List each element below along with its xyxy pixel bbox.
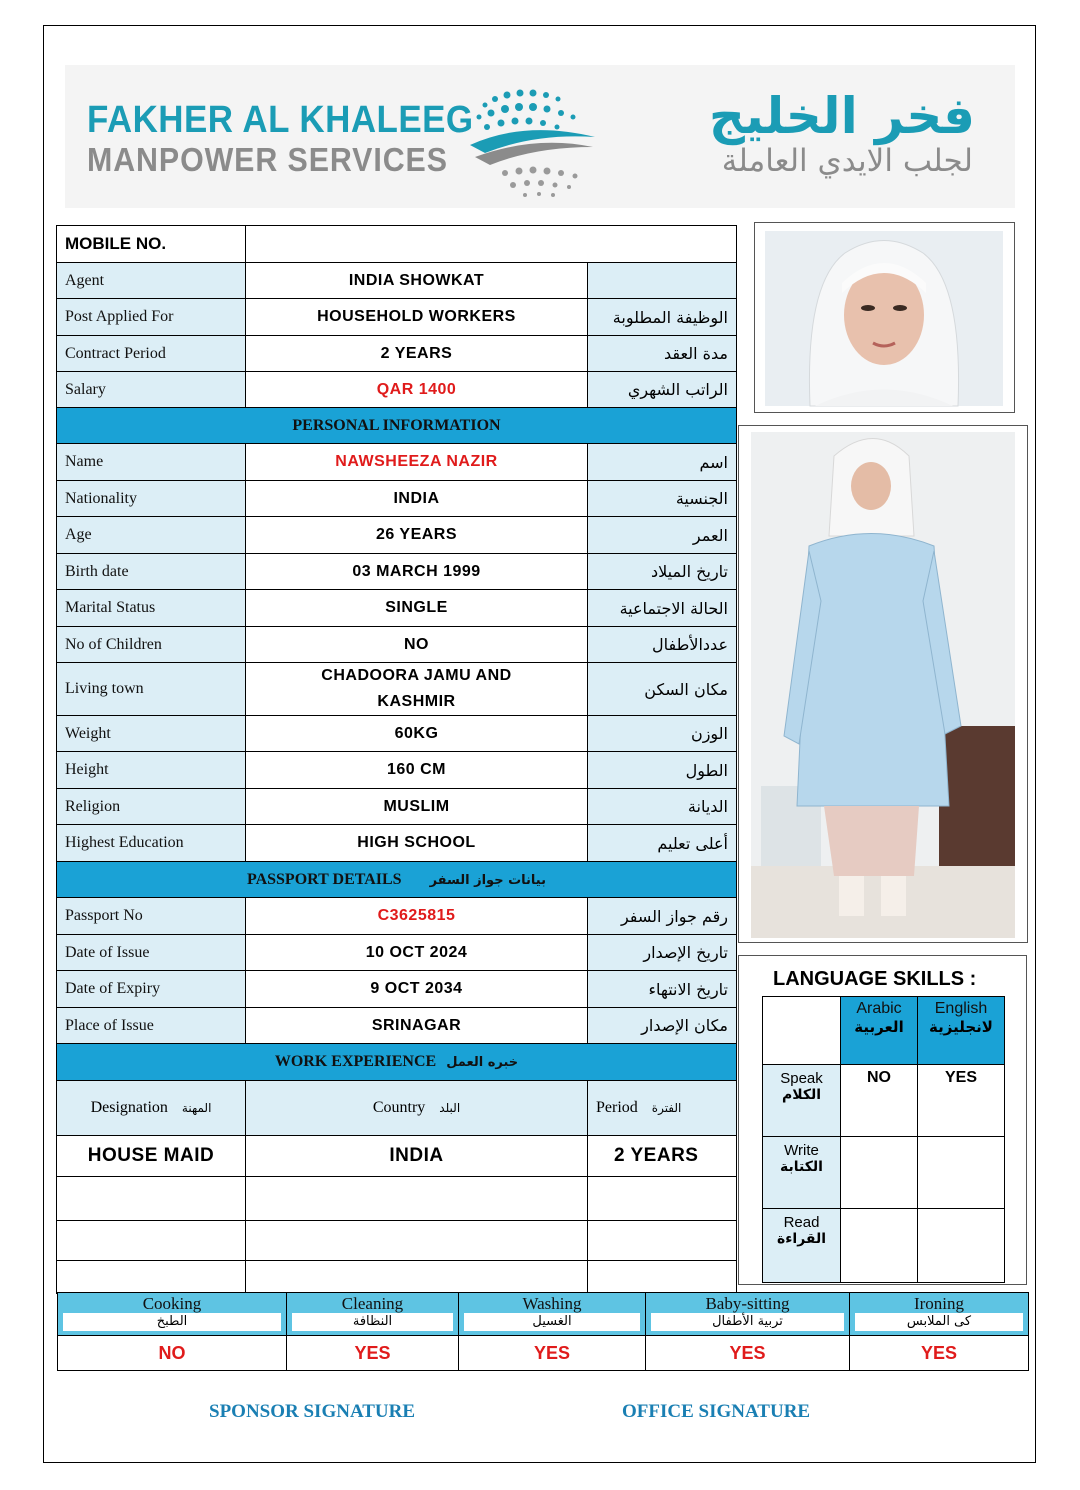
language-header-row bbox=[763, 997, 1005, 1065]
work-header-row bbox=[57, 1081, 737, 1136]
skill-cooking-ar: الطبخ bbox=[63, 1313, 281, 1331]
skill-ironing-ar: كی الملابس bbox=[855, 1313, 1023, 1331]
passport-no-value: C3625815 bbox=[246, 898, 588, 935]
skill-cooking-header bbox=[58, 1293, 287, 1336]
passport-row bbox=[57, 935, 737, 971]
post-value: HOUSEHOLD WORKERS bbox=[246, 299, 588, 336]
applicant-details-table bbox=[56, 225, 737, 1294]
living-town-ar-label: مكان السكن bbox=[588, 663, 737, 716]
name-label: Name bbox=[57, 444, 246, 481]
post-label: Post Applied For bbox=[57, 299, 246, 336]
write-arabic-value bbox=[841, 1137, 918, 1209]
write-label-cell bbox=[763, 1137, 841, 1209]
passport-no-ar-label: رقم جواز السفر bbox=[588, 898, 737, 935]
read-english-value bbox=[918, 1209, 1005, 1283]
portrait-photo-image bbox=[755, 223, 1014, 412]
empty-cell bbox=[588, 1261, 737, 1294]
read-label-cell bbox=[763, 1209, 841, 1283]
skills-value-row bbox=[58, 1336, 1029, 1371]
mobile-label: MOBILE NO. bbox=[57, 226, 246, 263]
skill-babysitting-value: YES bbox=[646, 1336, 850, 1371]
read-ar-label: القراءة bbox=[776, 1231, 827, 1247]
marital-status-label: Marital Status bbox=[57, 590, 246, 627]
contract-ar-label: مدة العقد bbox=[588, 336, 737, 372]
language-english-header bbox=[918, 997, 1005, 1065]
language-skills-title: LANGUAGE SKILLS : bbox=[773, 968, 977, 990]
country-header bbox=[246, 1081, 588, 1136]
name-ar-label: اسم bbox=[588, 444, 737, 481]
speak-label-cell bbox=[763, 1065, 841, 1137]
nationality-ar-label: الجنسية bbox=[588, 481, 737, 517]
work-empty-row bbox=[57, 1221, 737, 1261]
contract-value: 2 YEARS bbox=[246, 336, 588, 372]
issue-place-ar-label: مكان الإصدار bbox=[588, 1008, 737, 1044]
religion-value: MUSLIM bbox=[246, 789, 588, 825]
logo-english-subtitle: MANPOWER SERVICES bbox=[87, 141, 448, 178]
work-country-value: INDIA bbox=[246, 1136, 588, 1177]
education-label: Highest Education bbox=[57, 825, 246, 862]
logo-arabic-subtitle: لجلب الايدي العاملة bbox=[721, 143, 973, 179]
issue-place-label: Place of Issue bbox=[57, 1008, 246, 1044]
height-value: 160 CM bbox=[246, 752, 588, 789]
full-body-photo-image bbox=[739, 426, 1027, 942]
logo-arabic-name: فخر الخليج bbox=[708, 87, 975, 145]
passport-section-title: PASSPORT DETAILS bbox=[246, 870, 402, 888]
personal-row bbox=[57, 481, 737, 517]
empty-cell bbox=[588, 1221, 737, 1261]
weight-label: Weight bbox=[57, 716, 246, 752]
height-ar-label: الطول bbox=[588, 752, 737, 789]
country-header-label: Country bbox=[372, 1099, 426, 1116]
speak-arabic-value: NO bbox=[841, 1065, 918, 1137]
personal-row bbox=[57, 590, 737, 627]
birth-date-label: Birth date bbox=[57, 554, 246, 590]
post-ar-label: الوظيفة المطلوبة bbox=[588, 299, 737, 336]
salary-ar-label: الراتب الشهري bbox=[588, 372, 737, 408]
religion-ar-label: الديانة bbox=[588, 789, 737, 825]
language-row bbox=[763, 1065, 1005, 1137]
passport-no-label: Passport No bbox=[57, 898, 246, 935]
work-section-title: WORK EXPERIENCE bbox=[274, 1053, 437, 1070]
language-english-en: English bbox=[934, 1000, 988, 1017]
issue-date-label: Date of Issue bbox=[57, 935, 246, 971]
weight-ar-label: الوزن bbox=[588, 716, 737, 752]
empty-cell bbox=[57, 1221, 246, 1261]
work-entry-row bbox=[57, 1136, 737, 1177]
read-arabic-value bbox=[841, 1209, 918, 1283]
expiry-date-label: Date of Expiry bbox=[57, 971, 246, 1008]
passport-section-header bbox=[57, 862, 737, 898]
personal-row bbox=[57, 517, 737, 554]
agent-label: Agent bbox=[57, 263, 246, 299]
expiry-date-value: 9 OCT 2034 bbox=[246, 971, 588, 1008]
expiry-date-ar-label: تاريخ الانتهاء bbox=[588, 971, 737, 1008]
language-row bbox=[763, 1137, 1005, 1209]
office-signature-label: OFFICE SIGNATURE bbox=[622, 1401, 811, 1422]
read-label: Read bbox=[783, 1214, 820, 1231]
language-arabic-header bbox=[841, 997, 918, 1065]
marital-status-value: SINGLE bbox=[246, 590, 588, 627]
skill-babysitting-ar: تربية الأطفال bbox=[651, 1313, 844, 1331]
empty-cell bbox=[246, 1261, 588, 1294]
designation-header bbox=[57, 1081, 246, 1136]
language-skills-table bbox=[762, 996, 1005, 1283]
birth-date-value: 03 MARCH 1999 bbox=[246, 554, 588, 590]
work-section-header bbox=[57, 1044, 737, 1081]
passport-section-ar-title: بيانات جواز السفر bbox=[429, 872, 546, 888]
issue-place-value: SRINAGAR bbox=[246, 1008, 588, 1044]
personal-row bbox=[57, 627, 737, 663]
passport-row bbox=[57, 1008, 737, 1044]
salary-row bbox=[57, 372, 737, 408]
speak-ar-label: الكلام bbox=[781, 1087, 822, 1103]
nationality-label: Nationality bbox=[57, 481, 246, 517]
personal-section-title: PERSONAL INFORMATION bbox=[57, 408, 737, 444]
education-ar-label: أعلى تعليم bbox=[588, 825, 737, 862]
period-header bbox=[588, 1081, 737, 1136]
religion-label: Religion bbox=[57, 789, 246, 825]
issue-date-ar-label: تاريخ الإصدار bbox=[588, 935, 737, 971]
contract-row bbox=[57, 336, 737, 372]
children-ar-label: عددالأطفال bbox=[588, 627, 737, 663]
issue-date-value: 10 OCT 2024 bbox=[246, 935, 588, 971]
speak-label: Speak bbox=[780, 1070, 823, 1087]
living-town-label: Living town bbox=[57, 663, 246, 716]
personal-row bbox=[57, 716, 737, 752]
language-arabic-en: Arabic bbox=[856, 1000, 902, 1017]
empty-cell bbox=[57, 1177, 246, 1221]
education-value: HIGH SCHOOL bbox=[246, 825, 588, 862]
period-header-label: Period bbox=[596, 1099, 638, 1116]
company-logo bbox=[65, 65, 1015, 208]
children-value: NO bbox=[246, 627, 588, 663]
skill-ironing-value: YES bbox=[850, 1336, 1029, 1371]
empty-cell bbox=[588, 1177, 737, 1221]
skill-washing-value: YES bbox=[459, 1336, 646, 1371]
language-corner-cell bbox=[763, 997, 841, 1065]
agent-ar-cell bbox=[588, 263, 737, 299]
logo-dots-emblem-icon bbox=[465, 75, 600, 200]
work-skills-table bbox=[57, 1292, 1029, 1371]
work-section-ar-title: خبره العمل bbox=[446, 1055, 519, 1070]
personal-row bbox=[57, 825, 737, 862]
agent-row bbox=[57, 263, 737, 299]
skills-header-row bbox=[58, 1293, 1029, 1336]
skill-washing-ar: الغسيل bbox=[464, 1313, 640, 1331]
living-town-value: CHADOORA JAMU AND KASHMIR bbox=[246, 663, 588, 716]
personal-row bbox=[57, 752, 737, 789]
passport-photo bbox=[754, 222, 1015, 413]
children-label: No of Children bbox=[57, 627, 246, 663]
skill-washing-label: Washing bbox=[522, 1294, 582, 1313]
personal-section-header bbox=[57, 408, 737, 444]
work-empty-row bbox=[57, 1177, 737, 1221]
designation-header-label: Designation bbox=[90, 1099, 168, 1116]
mobile-value bbox=[246, 226, 737, 263]
designation-header-ar: المهنة bbox=[181, 1101, 212, 1115]
work-designation-value: HOUSE MAID bbox=[57, 1136, 246, 1177]
work-empty-row bbox=[57, 1261, 737, 1294]
personal-row bbox=[57, 444, 737, 481]
post-row bbox=[57, 299, 737, 336]
skill-cleaning-ar: النظافة bbox=[292, 1313, 453, 1331]
salary-value: QAR 1400 bbox=[246, 372, 588, 408]
speak-english-value: YES bbox=[918, 1065, 1005, 1137]
age-label: Age bbox=[57, 517, 246, 554]
write-label: Write bbox=[784, 1142, 819, 1159]
empty-cell bbox=[57, 1261, 246, 1294]
logo-english-name: FAKHER AL KHALEEG bbox=[87, 99, 474, 141]
skill-cleaning-label: Cleaning bbox=[341, 1294, 404, 1313]
language-skills-panel bbox=[738, 955, 1027, 1285]
passport-row bbox=[57, 971, 737, 1008]
full-body-photo bbox=[738, 425, 1028, 943]
passport-row bbox=[57, 898, 737, 935]
skill-cleaning-value: YES bbox=[287, 1336, 459, 1371]
country-header-ar: البلد bbox=[439, 1101, 461, 1115]
sponsor-signature-label: SPONSOR SIGNATURE bbox=[209, 1401, 416, 1422]
age-ar-label: العمر bbox=[588, 517, 737, 554]
work-period-value: 2 YEARS bbox=[588, 1136, 737, 1177]
personal-row bbox=[57, 663, 737, 716]
skill-cleaning-header bbox=[287, 1293, 459, 1336]
contract-label: Contract Period bbox=[57, 336, 246, 372]
skill-cooking-value: NO bbox=[58, 1336, 287, 1371]
empty-cell bbox=[246, 1221, 588, 1261]
height-label: Height bbox=[57, 752, 246, 789]
write-english-value bbox=[918, 1137, 1005, 1209]
personal-row bbox=[57, 789, 737, 825]
skill-cooking-label: Cooking bbox=[142, 1294, 202, 1313]
write-ar-label: الكتابة bbox=[780, 1159, 823, 1175]
work-section-cell bbox=[57, 1044, 737, 1081]
nationality-value: INDIA bbox=[246, 481, 588, 517]
language-row bbox=[763, 1209, 1005, 1283]
name-value: NAWSHEEZA NAZIR bbox=[246, 444, 588, 481]
salary-label: Salary bbox=[57, 372, 246, 408]
marital-status-ar-label: الحالة الاجتماعية bbox=[588, 590, 737, 627]
mobile-row bbox=[57, 226, 737, 263]
age-value: 26 YEARS bbox=[246, 517, 588, 554]
agent-value: INDIA SHOWKAT bbox=[246, 263, 588, 299]
skill-washing-header bbox=[459, 1293, 646, 1336]
weight-value: 60KG bbox=[246, 716, 588, 752]
birth-date-ar-label: تاريخ الميلاد bbox=[588, 554, 737, 590]
empty-cell bbox=[246, 1177, 588, 1221]
language-english-ar: لانجليزية bbox=[929, 1018, 993, 1036]
language-arabic-ar: العربية bbox=[854, 1018, 904, 1036]
skill-babysitting-header bbox=[646, 1293, 850, 1336]
skill-ironing-header bbox=[850, 1293, 1029, 1336]
personal-row bbox=[57, 554, 737, 590]
passport-section-cell bbox=[57, 862, 737, 898]
skill-babysitting-label: Baby-sitting bbox=[705, 1294, 790, 1313]
skill-ironing-label: Ironing bbox=[913, 1294, 965, 1313]
period-header-ar: الفترة bbox=[651, 1101, 682, 1115]
